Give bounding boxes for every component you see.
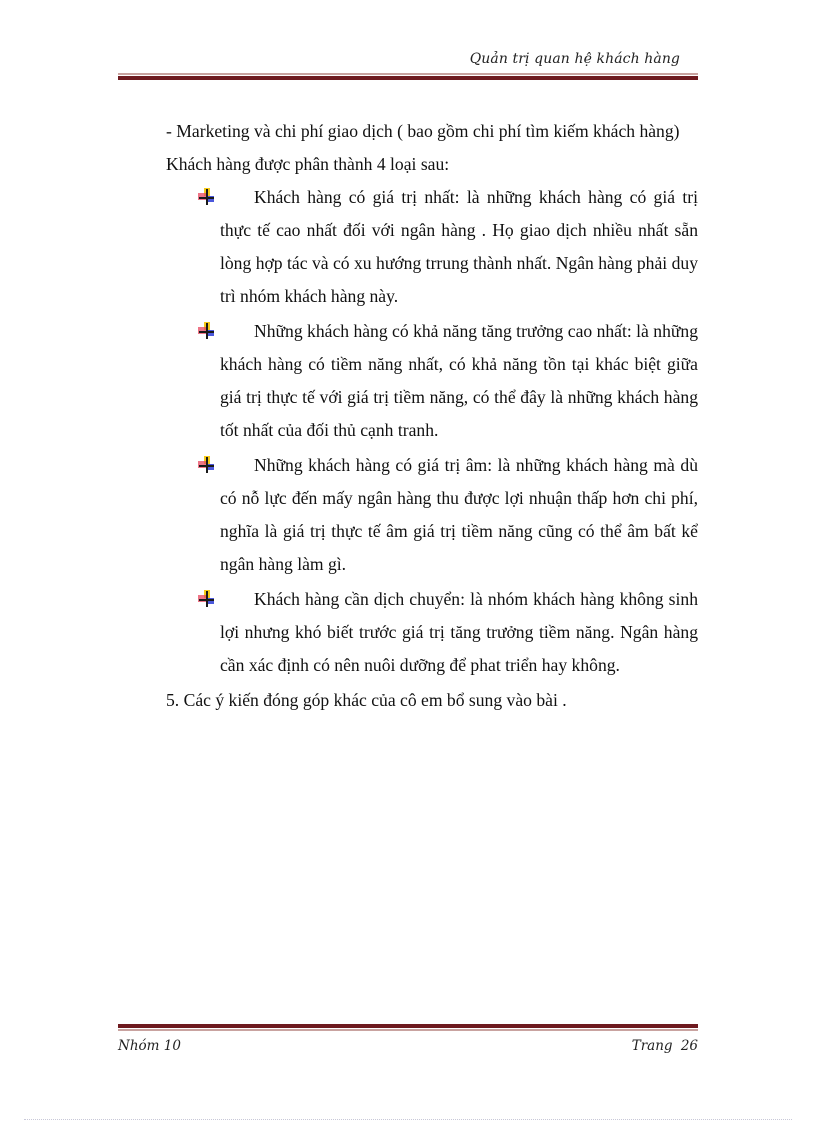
page-edge-divider [24,1119,792,1120]
bullet-text: Khách hàng có giá trị nhất: là những khách hàng có giá trị thực tế cao nhất đối với ngân hàng . Họ giao dịch nhiều nhất sẵn lòng hợp tác và có xu hướng trrung thành nhất. Ngân hàng phải duy trì nhóm khách hàng này. [220,187,698,306]
section-heading: 5. Các ý kiến đóng góp khác của cô em bổ sung vào bài . [166,690,567,710]
bullet-text: Khách hàng cần dịch chuyển: là nhóm khách hàng không sinh lợi nhưng khó biết trước giá trị tăng trưởng tiềm năng. Ngân hàng cần xác định có nên nuôi dưỡng để phat triển hay không. [220,589,698,675]
list-item [118,583,698,682]
bullet-text: Những khách hàng có giá trị âm: là những khách hàng mà dù có nỗ lực đến mấy ngân hàng thu được lợi nhuận thấp hơn chi phí, nghĩa là giá trị thực tế âm giá trị tiềm năng cũng có thể âm bất kể ngân hàng làm gì. [220,455,698,574]
page-number: Trang 26 [631,1038,698,1054]
four-color-cross-bullet-icon [198,322,215,339]
header-rule-thin [118,73,698,75]
bullet-text: Những khách hàng có khả năng tăng trưởng cao nhất: là những khách hàng có tiềm năng nhất, có khả năng tồn tại khác biệt giữa giá trị thực tế với giá trị tiềm năng, có thể đây là những khách hàng tốt nhất của đối thủ cạnh tranh. [220,321,698,440]
page-header [118,48,698,80]
four-color-cross-bullet-icon [198,456,215,473]
header-rule-thick [118,76,698,80]
four-color-cross-bullet-icon [198,188,215,205]
document-body [118,115,698,717]
header-title: Quản trị quan hệ khách hàng [469,51,680,67]
four-color-cross-bullet-icon [198,590,215,607]
footer-rule-thin [118,1029,698,1031]
intro-line: Khách hàng được phân thành 4 loại sau: [166,154,450,174]
list-item [118,315,698,447]
opening-paragraph: - Marketing và chi phí giao dịch ( bao gồm chi phí tìm kiếm khách hàng) [166,121,680,141]
footer-group-label: Nhóm 10 [118,1038,181,1054]
list-item [118,181,698,313]
list-item [118,449,698,581]
footer-rule-thick [118,1024,698,1028]
page-footer [118,1024,698,1064]
